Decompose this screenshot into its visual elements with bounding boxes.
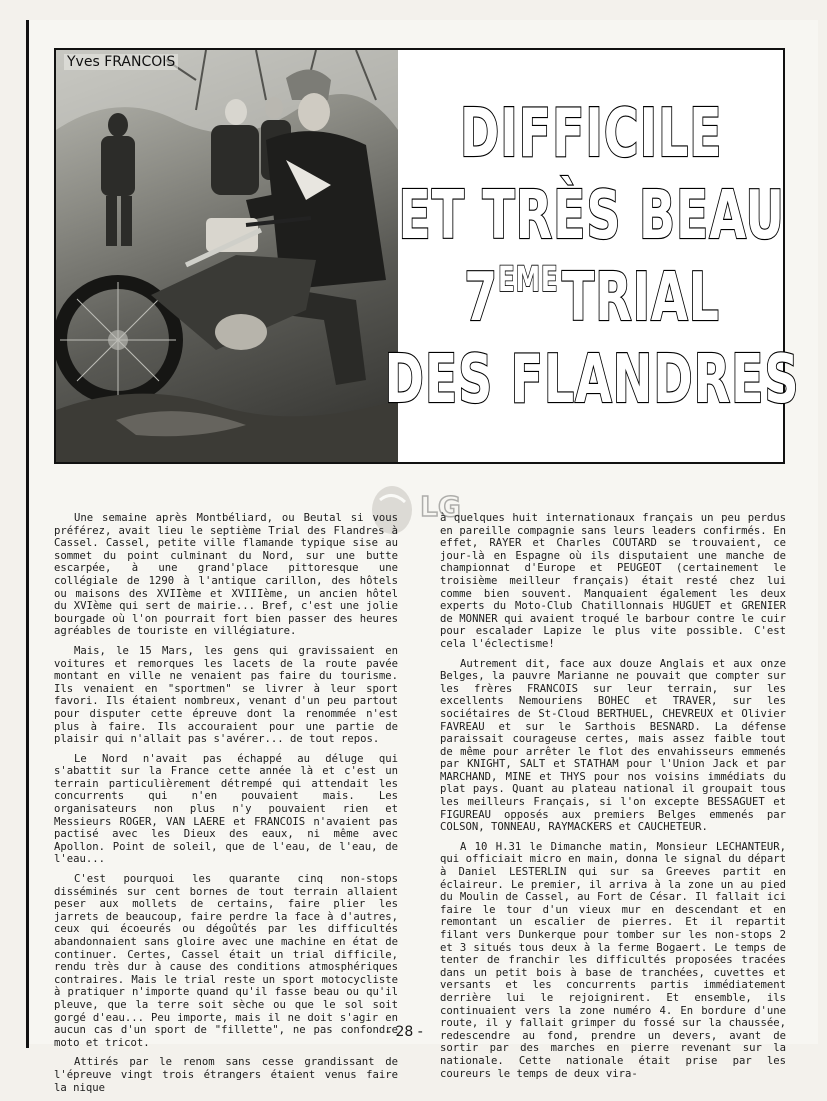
headline-number: 7 (463, 257, 498, 337)
headline (384, 50, 799, 462)
binding-rule (26, 20, 29, 1048)
headline-line-3 (463, 257, 720, 337)
headline-trial: TRIAL (561, 257, 720, 337)
paragraph: A 10 H.31 le Dimanche matin, Monsieur LECHANTEUR, qui officiait micro en main, donna le signal du départ à Daniel LESTERLIN qui sur sa Greeves partit en éclaireur. Le premier, il arriva à la zone un au pied du Moulin de Cassel, au Fort de César. Il fallait ici faire le tour d'un vieux mur en descendant et en remontant un escalier de pierres. Et il repartit filant vers Dunkerque pour tomber sur les non-stops 2 et 3 situés tous deux à la ferme Bogaert. Le temps de tenter de franchir les difficultés proposées tracées dans un petit bois à base de tranchées, cuvettes et versants et les concurrents partis immédiatement derrière lui le rejoignirent. Et ensemble, ils continuaient vers la zone numéro 4. En bordure d'une route, il y fallait grimper du fossé sur la chaussée, redescendre au fond, prendre un devers, avant de sortir par des marches en pierre revenant sur la nationale. Cette nationale était prise par les coureurs le temps de deux vira- (440, 840, 786, 1080)
headline-line-4: DES FLANDRES (384, 339, 799, 419)
svg-text:LG: LG (420, 490, 461, 523)
article-header (54, 48, 799, 464)
paragraph: C'est pourquoi les quarante cinq non-stops disséminés sur cent bornes de tout terrain allaient peser aux mollets de certains, faire plier les jarrets de beaucoup, faire perdre la face à d'autres, ceux qui écoeurés ou dégoûtés par les difficultés abandonnaient sans gloire avec une machine en état de continuer. Certes, Cassel était un trial difficile, rendu très dur à cause des conditions atmosphériques contraires. Mais le trial reste un sport motocycliste à pratiquer n'importe quand qu'il fasse beau ou qu'il pleuve, que la terre soit sèche ou que le sol soit gorgé d'eau... Peu importe, mais il ne doit s'agir en aucun cas d'un sport de "fillette", ne pas confondre moto et tricot. (54, 873, 398, 1049)
headline-superscript: EME (497, 260, 559, 301)
trial-photo (56, 50, 398, 462)
headline-line-1: DIFFICILE (460, 93, 723, 173)
text-column-left (54, 512, 398, 1101)
paragraph: Le Nord n'avait pas échappé au déluge qui s'abattit sur la France cette année là et c'est un terrain particulièrement détrempé qui attendait les concurrents qui n'en pouvaient mais. Les organisateurs non plus n'y pouvaient rien et Messieurs ROGER, VAN LAERE et FRANCOIS n'avaient pas pactisé avec les Dieux des eaux, ni même avec Apollon. Point de soleil, que de l'eau, de l'eau, de l'eau... (54, 752, 398, 866)
headline-line-2: ET TRÈS BEAU (398, 175, 785, 255)
text-column-right (440, 512, 786, 1087)
rider-photo-illustration (56, 50, 398, 462)
photo-credit: Yves FRANCOIS (64, 54, 178, 70)
paragraph: Attirés par le renom sans cesse grandissant de l'épreuve vingt trois étrangers étaient venus faire la nique (54, 1056, 398, 1094)
paragraph: Mais, le 15 Mars, les gens qui gravissaient en voitures et remorques les lacets de la route pavée montant en ville ne venaient pas faire du tourisme. Ils venaient en "sportmen" se livrer à leur sport favori. Ils étaient nombreux, venant d'un peu partout pour disputer cette épreuve dont la renommée n'est plus à faire. Ils accouraient pour une partie de plaisir qui n'allait pas s'avérer... de tout repos. (54, 644, 398, 746)
page-number: - 28 - (386, 1024, 423, 1040)
paragraph: Une semaine après Montbéliard, ou Beutal si vous préférez, avait lieu le septième Trial des Flandres à Cassel. Cassel, petite ville flamande typique sise au sommet du point culminant du Nord, sur une butte escarpée, à une grand'place pittoresque une collégiale de 1290 à l'antique carillon, des hôtels ou maisons des XVIIème et XVIIIème, un ancien hôtel du XVIème qui sert de mairie... Bref, c'est une jolie bourgade où l'on pourrait fort bien passer des heures agréables de touriste en villégiature. (54, 512, 398, 638)
paragraph: à quelques huit internationaux français un peu perdus en pareille compagnie sans leurs leaders confirmés. En effet, RAYER et Charles COUTARD se trouvaient, ce jour-là en Espagne où ils disputaient une manche de championnat d'Europe et PEUGEOT (certainement le troisième meilleur français) était resté chez lui comme bien souvent. Manquaient également les deux experts du Moto-Club Chatillonnais HUGUET et GRENIER de MONNER qui avaient troqué le barbour contre le cuir pour escalader Lapize le plus vite possible. C'est cela l'éclectisme! (440, 512, 786, 650)
paragraph: Autrement dit, face aux douze Anglais et aux onze Belges, la pauvre Marianne ne pouvait que compter sur les frères FRANCOIS sur leur terrain, sur les excellents Nemouriens BOHEC et TRAVER, sur les sociétaires de St-Cloud BERTHUEL, CHEVREUX et Olivier FAVREAU et sur le Sarthois BESNARD. La défense paraissait courageuse certes, mais assez faible tout de même pour arrêter le flot des envahisseurs emmenés par KNIGHT, SALT et STATHAM pour l'Union Jack et par MARCHAND, MINE et THYS pour nos voisins immédiats du plat pays. Quant au plateau national il groupait tous les meilleurs Français, si l'on excepte BESSAGUET et FIGUREAU opposés aux premiers Belges emmenés par COLSON, TONNEAU, RAYMACKERS et CAUCHETEUR. (440, 657, 786, 834)
